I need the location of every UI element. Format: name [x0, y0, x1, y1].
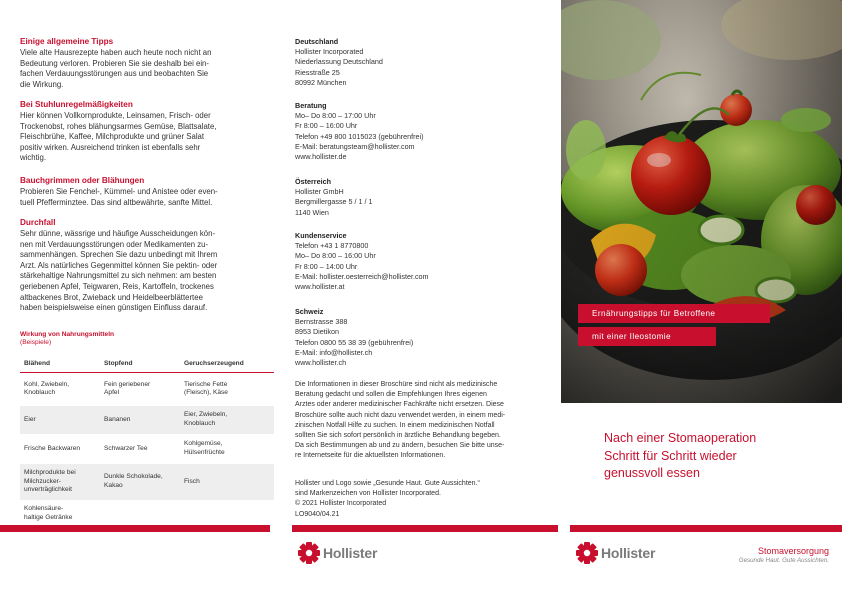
text-line: nen mit Verdauungsstörungen oder Medikamenten zu-: [20, 239, 209, 249]
text-line: sammenhängen. Sprechen Sie dazu unbedingt mit Ihrem: [20, 250, 218, 260]
trademark-notice: [295, 479, 550, 520]
website-link[interactable]: www.hollister.de: [295, 152, 347, 162]
section-general-tips: [20, 37, 270, 90]
copyright-line: © 2021 Hollister Incorporated: [295, 500, 387, 508]
cell-text: Eier, Zwiebeln, Knoblauch: [184, 411, 228, 427]
trademark-line: Hollister und Logo sowie „Gesunde Haut. Gute Aussichten.“: [295, 480, 480, 487]
disclaimer-line: zinischen Notfall Hilfe zu suchen. In einem medizinischen Notfall: [295, 421, 495, 429]
address-line: 8953 Dietikon: [295, 327, 339, 337]
text-line: Viele alte Hausrezepte haben auch heute noch nicht an: [20, 48, 212, 57]
table-cell: [180, 372, 274, 406]
brand-category: Stomaversorgung: [757, 546, 829, 556]
text-line: fachen Verdauungsstörungen aus und beobachten Sie: [20, 69, 209, 79]
hollister-cross-icon: [576, 542, 598, 564]
text-line: tuell Pfefferminztee. Das sind altbewährte, sanfte Mittel.: [20, 197, 213, 207]
table-cell: [20, 406, 100, 434]
table-cell: [100, 406, 180, 434]
cell-text: Fisch: [184, 477, 200, 485]
address-line: Bernstrasse 388: [295, 317, 348, 327]
table-row: [20, 464, 274, 500]
disclaimer-line: Die Informationen in dieser Broschüre sind nicht als medizinische: [295, 381, 498, 388]
table-cell: [180, 500, 274, 528]
address-switzerland: [295, 307, 550, 368]
website-link[interactable]: www.hollister.at: [295, 282, 345, 292]
address-title: Kundenservice: [295, 231, 347, 240]
cell-text: Kohl, Zwiebeln, Knoblauch: [24, 380, 70, 397]
section-bloating: [20, 176, 270, 208]
hollister-logo: [576, 541, 655, 565]
disclaimer-line: re Internetseite für die aktuellsten Informationen.: [295, 452, 446, 460]
address-title: Österreich: [295, 177, 331, 186]
address-line: 1140 Wien: [295, 207, 329, 217]
website-link[interactable]: www.hollister.ch: [295, 358, 347, 368]
text-line: Sehr dünne, wässrige und häufige Ausscheidungen kön-: [20, 229, 216, 238]
footer-accent-bar: [570, 525, 842, 532]
phone-line[interactable]: Telefon 0800 55 38 39 (gebührenfrei): [295, 337, 414, 347]
cell-text: Frische Backwaren: [24, 444, 81, 452]
address-austria: [295, 177, 550, 218]
table-cell: [100, 464, 180, 500]
cover-title-line: Schritt für Schritt wieder: [604, 448, 737, 463]
address-line: Niederlassung Deutschland: [295, 57, 383, 67]
section-stool-irregularity: [20, 100, 270, 164]
table-cell: [20, 434, 100, 464]
text-line: Fleischbrühe, Kaffee, Milchprodukte und grüner Salat: [20, 132, 205, 142]
address-line: Fr 8:00 – 14:00 Uhr: [295, 261, 358, 271]
address-line: Fr 8:00 – 16:00 Uhr: [295, 121, 358, 131]
address-line: Bergmillergasse 5 / 1 / 1: [295, 197, 373, 207]
phone-line[interactable]: Telefon +43 1 8770800: [295, 241, 369, 251]
cover-title-line: Nach einer Stomaoperation: [604, 431, 757, 445]
panel-contacts: [281, 0, 561, 595]
section-title: Bauchgrimmen oder Blähungen: [20, 176, 145, 185]
cell-text: Bananen: [104, 415, 131, 423]
table-caption: [20, 331, 220, 347]
address-line: Hollister Incorporated: [295, 47, 364, 57]
footer-accent-bar: [0, 525, 270, 532]
text-line: Bedeutung verloren. Probieren Sie sie deshalb bei ein-: [20, 58, 209, 68]
table-row: [20, 372, 274, 406]
brand-slogan: Gesunde Haut. Gute Aussichten.: [738, 557, 829, 564]
address-title: Deutschland: [295, 37, 339, 46]
cell-text: Schwarzer Tee: [104, 444, 148, 452]
cell-text: Eier: [24, 415, 36, 423]
disclaimer-line: Arztes oder anderer medizinischer Fachkräfte nicht ersetzen. Diese: [295, 401, 504, 409]
cover-title-line: genussvoll essen: [604, 466, 700, 480]
address-line: Mo– Do 8:00 – 16:00 Uhr: [295, 251, 376, 261]
table-cell: [180, 464, 274, 500]
section-title: Bei Stuhlunregelmäßigkeiten: [20, 100, 133, 109]
cell-text: Dunkle Schokolade, Kakao: [104, 473, 163, 489]
footer-accent-bar: [292, 525, 558, 532]
text-line: Hier können Vollkornprodukte, Leinsamen, Frisch- oder: [20, 111, 211, 120]
table-header-cell: Geruchserzeugend: [180, 356, 274, 372]
cell-text: Kohlgemüse, Hülsenfrüchte: [184, 440, 225, 456]
section-title: Durchfall: [20, 218, 56, 227]
table-header-cell: Stopfend: [100, 356, 180, 372]
disclaimer-line: sollten Sie sich sofort persönlich in ärztliche Behandlung begeben.: [295, 432, 501, 440]
email-link[interactable]: E-Mail: beratungsteam@hollister.com: [295, 141, 415, 151]
table-cell: [20, 500, 100, 528]
panel-tips: [0, 0, 281, 595]
text-line: altbackenes Brot, Zwieback und Heidelbeerblättertee: [20, 292, 203, 302]
text-line: Trockenobst, rohes blähungsarmes Gemüse, Blattsalate,: [20, 121, 217, 131]
trademark-line: sind Markenzeichen von Hollister Incorporated.: [295, 490, 441, 498]
section-body: [20, 187, 270, 208]
section-body: [20, 111, 270, 164]
text-line: wichtig.: [20, 153, 46, 163]
brand-tagline: [725, 546, 829, 565]
phone-line[interactable]: Telefon +49 800 1015023 (gebührenfrei): [295, 131, 424, 141]
table-caption-title: Wirkung von Nahrungsmitteln: [20, 331, 115, 338]
cell-text: Fein geriebener Apfel: [104, 380, 151, 397]
email-link[interactable]: E-Mail: info@hollister.ch: [295, 347, 373, 357]
text-line: Arzt. Als natürliches Gegenmittel können Sie pektin- oder: [20, 260, 218, 270]
text-line: die Wirkung.: [20, 79, 64, 89]
address-line: Riesstraße 25: [295, 67, 340, 77]
document-code: LO9040/04.21: [295, 510, 340, 518]
address-kundenservice: [295, 231, 550, 292]
table-row: [20, 434, 274, 464]
table-row: [20, 406, 274, 434]
disclaimer-line: Broschüre sollte auch nicht dazu verwendet werden, in einem medi-: [295, 411, 506, 419]
address-line: 80992 München: [295, 77, 347, 87]
text-line: Probieren Sie Fenchel-, Kümmel- und Anistee oder even-: [20, 187, 218, 196]
logo-wordmark: Hollister: [601, 545, 656, 561]
cell-text: Milchprodukte bei Milchzucker- unverträglichkeit: [24, 469, 76, 494]
section-body: [20, 48, 270, 90]
table-row: [20, 500, 274, 528]
hollister-logo: [298, 541, 377, 565]
table-cell: [20, 372, 100, 406]
address-title: Beratung: [295, 101, 327, 110]
table-cell: [20, 464, 100, 500]
table-cell: [180, 406, 274, 434]
address-line: Hollister GmbH: [295, 187, 344, 197]
cell-text: Tierische Fette (Fleisch), Käse: [184, 380, 228, 397]
cover-title: [604, 430, 832, 483]
table-cell: [100, 372, 180, 406]
address-beratung: [295, 101, 550, 162]
table-caption-subtitle: (Beispiele): [20, 339, 52, 346]
medical-disclaimer: [295, 380, 550, 462]
text-line: stärkehaltige Nahrungsmittel zu sich nehmen: am besten: [20, 271, 217, 281]
text-line: haben beispielsweise einen günstigen Einfluss darauf.: [20, 303, 208, 313]
table-cell: [180, 434, 274, 464]
cover-ribbon-condition: mit einer Ileostomie: [578, 327, 716, 346]
table-header-row: [20, 356, 274, 372]
address-line: Mo– Do 8:00 – 17:00 Uhr: [295, 111, 376, 121]
text-line: positiv wirken. Ausreichend trinken ist ebenfalls sehr: [20, 142, 201, 152]
table-header-cell: Blähend: [20, 356, 100, 372]
address-title: Schweiz: [295, 307, 324, 316]
disclaimer-line: Beratung gedacht und sollen die Empfehlungen Ihres eigenen: [295, 391, 487, 399]
section-title: Einige allgemeine Tipps: [20, 37, 114, 46]
cover-ribbon-audience: Ernährungstipps für Betroffene: [578, 304, 770, 323]
table-cell: [100, 434, 180, 464]
disclaimer-line: Da sich Bestimmungen ab und zu ändern, besuchen Sie bitte unse-: [295, 442, 505, 450]
section-diarrhea: [20, 218, 270, 314]
nutrition-effects-table: [20, 356, 274, 528]
table-cell: [100, 500, 180, 528]
hollister-cross-icon: [298, 542, 320, 564]
logo-wordmark: Hollister: [323, 545, 378, 561]
cell-text: Kohlensäure- haltige Getränke: [24, 505, 73, 521]
section-body: [20, 229, 270, 314]
text-line: geriebenen Apfel, Teigwaren, Reis, Kartoffeln, trockenes: [20, 281, 214, 291]
address-germany: [295, 37, 550, 88]
email-link[interactable]: E-Mail: hollister.oesterreich@hollister.com: [295, 271, 429, 281]
